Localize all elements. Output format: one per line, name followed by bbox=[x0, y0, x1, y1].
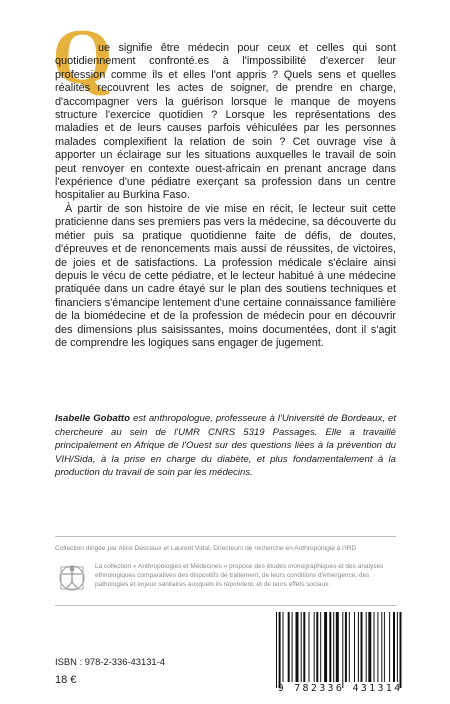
synopsis-paragraph-2: À partir de son histoire de vie mise en récit, le lecteur suit cette praticienne dans ses premiers pas vers la médecine, sa découverte du métier puis sa pratique quotidienne faite de défis, de doutes, d'épreuves et de renoncements mais aussi de réussites, de victoires, de joies et de satisfactions. La profession médicale s'éclaire ainsi depuis le vécu de cette pédiatre, et le lecteur habitué à une médecine pratiquée dans un cadre étayé sur le plan des soutiens techniques et financiers s'émancipe lentement d'une certaine connaissance familière de la biomédecine et de la profession de médecin pour en découvrir des dimensions plus saisissantes, moins documentées, dont il s'agit de comprendre les logiques sans engager de jugement. bbox=[55, 202, 396, 349]
synopsis bbox=[55, 42, 396, 350]
isbn: ISBN : 978-2-336-43131-4 bbox=[55, 656, 165, 667]
price: 18 € bbox=[55, 674, 77, 686]
vitruvian-figure-icon bbox=[57, 560, 87, 594]
synopsis-paragraph-1: ue signifie être médecin pour ceux et celles qui sont quotidiennement confronté.es à l'impossibilité d'exercer leur profession comme ils et elles l'ont appris ? Quels sens et quelles réalités recouvrent les actes de soigner, de prendre en charge, d'accompagner vers la guérison lorsque le manque de moyens structure l'exercice quotidien ? Lorsque les représentations des maladies et de leurs causes parfois véhiculées par les personnes malades complexifient la relation de soin ? Cet ouvrage vise à apporter un éclairage sur les situations auxquelles le travail de soin peut renvoyer en contexte ouest-africain en prenant ancrage dans l'expérience d'une pédiatre exerçant sa profession dans un centre hospitalier au Burkina Faso. bbox=[55, 42, 396, 202]
collection-direction: Collection dirigée par Alice Desclaux et Laurent Vidal, Directeurs de recherche en Anthropologie à l'IRD bbox=[55, 545, 357, 552]
dropcap-letter: Q bbox=[52, 13, 113, 100]
divider-bottom bbox=[55, 605, 396, 606]
divider-top bbox=[55, 536, 396, 537]
author-bio-text: est anthropologue, professeure à l'Université de Bordeaux, et chercheure au sein de l'UMR CNRS 5319 Passages. Elle a travaillé principalement en Afrique de l'Ouest sur des questions liées à la prévention du VIH/Sida, à la prise en charge du diabète, et plus fondamentalement à la production du travail de soin par les médecins. bbox=[55, 413, 397, 479]
author-bio bbox=[55, 412, 396, 480]
barcode bbox=[270, 612, 410, 688]
collection-description: La collection « Anthropologies et Médecines » propose des études monographiques et des analyses ethnologiques comparatives des dispositifs de traitement, de leurs conditions d'émergence, des pathologies et enjeux sanitaires auxquels ils répondent, et de leurs effets sociaux. bbox=[95, 563, 384, 588]
author-name: Isabelle Gobatto bbox=[55, 413, 130, 424]
barcode-number: 9 782336 431314 bbox=[277, 683, 403, 694]
